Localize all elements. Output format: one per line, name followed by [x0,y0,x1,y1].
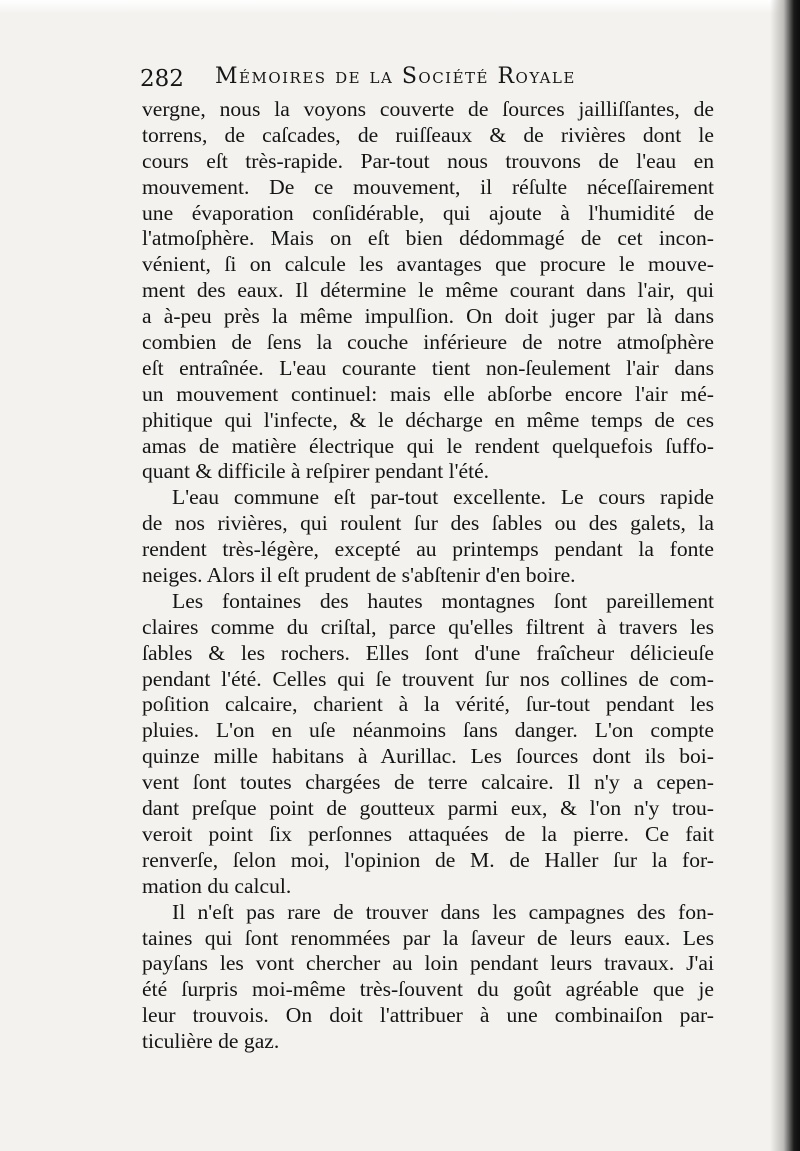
text-line: pluies. L'on en uſe néanmoins ſans danger. L'on compte [142,718,714,743]
text-line: ſables & les rochers. Elles ſont d'une fraîcheur délicieuſe [142,640,714,665]
text-line: dant preſque point de goutteux parmi eux, & l'on n'y trou- [142,796,714,821]
page-header [140,60,700,94]
text-line: quant & difficile à reſpirer pendant l'été. [142,459,490,484]
text-line: été ſurpris moi-même très-ſouvent du goût agréable que je [142,977,714,1002]
text-line: neiges. Alors il eſt prudent de s'abſtenir d'en boire. [142,563,576,588]
text-line: combien de ſens la couche inférieure de notre atmoſphère [142,330,714,355]
text-line: eſt entraînée. L'eau courante tient non-ſeulement l'air dans [142,355,714,380]
text-line: vergne, nous la voyons couverte de ſources jailliſſantes, de [142,97,714,121]
page-right-edge-shadow [770,0,800,1151]
text-line: rendent très-légère, excepté au printemps pendant la fonte [142,537,714,562]
text-line: ticulière de gaz. [142,1029,280,1054]
text-line: l'atmoſphère. Mais on eſt bien dédommagé de cet incon- [142,226,714,251]
text-line: cours eſt très-rapide. Par-tout nous trouvons de l'eau en [142,148,714,173]
text-line: leur trouvois. On doit l'attribuer à une combinaiſon par- [142,1003,714,1028]
text-line: mation du calcul. [142,873,292,898]
text-line: claires comme du criſtal, parce qu'elles filtrent à travers les [142,614,714,639]
text-line: mouvement. De ce mouvement, il réſulte néceſſairement [142,174,714,199]
body-text [142,97,714,1055]
text-line: un mouvement continuel: mais elle abſorbe encore l'air mé- [142,381,714,406]
text-line: Les fontaines des hautes montagnes ſont pareillement [172,588,714,613]
text-line: une évaporation conſidérable, qui ajoute à l'humidité de [142,200,714,225]
text-line: taines qui ſont renommées par la ſaveur de leurs eaux. Les [142,925,714,950]
text-line: pendant l'été. Celles qui ſe trouvent ſur nos collines de com- [142,666,714,691]
page-number: 282 [140,66,184,92]
running-head: Mémoires de la Société Royale [215,64,576,89]
text-line: quinze mille habitans à Aurillac. Les ſources dont ils boi- [142,744,714,769]
text-line: a à-peu près la même impulſion. On doit juger par là dans [142,304,714,329]
text-line: torrens, de caſcades, de ruiſſeaux & de rivières dont le [142,122,714,147]
text-line: amas de matière électrique qui le rendent quelquefois ſuffo- [142,433,714,458]
text-line: phitique qui l'infecte, & le décharge en même temps de ces [142,407,714,432]
text-line: poſition calcaire, charient à la vérité, ſur-tout pendant les [142,692,714,717]
text-line: Il n'eſt pas rare de trouver dans les campagnes des fon- [172,899,714,924]
text-line: renverſe, ſelon moi, l'opinion de M. de Haller ſur la for- [142,847,714,872]
text-line: L'eau commune eſt par-tout excellente. Le cours rapide [172,485,714,510]
text-line: vent ſont toutes chargées de terre calcaire. Il n'y a cepen- [142,770,714,795]
text-line: de nos rivières, qui roulent ſur des ſables ou des galets, la [142,511,714,536]
text-line: payſans les vont chercher au loin pendant leurs travaux. J'ai [142,951,714,976]
page-top-edge [0,0,800,14]
text-line: ment des eaux. Il détermine le même courant dans l'air, qui [142,278,714,303]
text-line: veroit point ſix perſonnes attaquées de la pierre. Ce fait [142,821,714,846]
text-line: vénient, ſi on calcule les avantages que procure le mouve- [142,252,714,277]
